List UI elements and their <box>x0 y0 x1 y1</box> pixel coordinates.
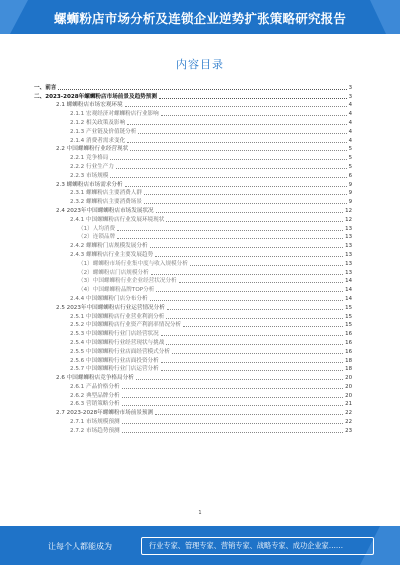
toc-entry-title: 2.2.2 行业生产力 <box>70 163 114 170</box>
toc-leader-dots <box>183 325 343 327</box>
toc-entry-title: 2.4 2023年中国螺蛳粉店市场发展状况 <box>56 207 154 214</box>
toc-entry-title: 2.2.3 市场规模 <box>70 172 109 179</box>
toc-entry-page: 5 <box>348 163 352 170</box>
toc-entry[interactable] <box>34 328 352 337</box>
toc-entry[interactable] <box>34 170 352 179</box>
toc-entry-title: 2.7.2 市场趋势预测 <box>70 427 120 434</box>
toc-leader-dots <box>190 264 343 266</box>
toc-entry[interactable] <box>34 179 352 188</box>
toc-entry-title: （4）中国螺蛳粉品牌TOP分析 <box>78 287 155 294</box>
toc-entry-page: 22 <box>345 419 352 426</box>
toc-leader-dots <box>116 167 347 169</box>
toc-entry-title: 2.3.2 螺蛳粉店主要消费场景 <box>70 199 142 206</box>
toc-entry-title: 一、前言 <box>34 84 57 91</box>
toc-entry[interactable] <box>34 205 352 214</box>
toc-entry-title: （2）连锁品牌 <box>78 234 116 241</box>
toc-entry-title: 2.3 螺蛳粉店市场需求分析 <box>56 181 123 188</box>
toc-entry[interactable] <box>34 82 352 91</box>
toc-entry-page: 3 <box>348 93 352 100</box>
toc-entry-page: 4 <box>348 102 352 109</box>
toc-entry-page: 4 <box>348 128 352 135</box>
toc-leader-dots <box>125 105 347 107</box>
toc-entry-page: 12 <box>345 216 352 223</box>
page-footer <box>0 526 400 565</box>
toc-leader-dots <box>166 317 343 319</box>
toc-entry-page: 18 <box>345 357 352 364</box>
toc-entry[interactable] <box>34 302 352 311</box>
toc-leader-dots <box>150 299 344 301</box>
toc-entry-title: 2.5.6 中国螺蛳粉行业店面投资分析 <box>70 357 159 364</box>
toc-entry-page: 13 <box>345 243 352 250</box>
page-number: 1 <box>198 510 202 516</box>
toc-leader-dots <box>144 193 347 195</box>
toc-entry[interactable] <box>34 223 352 232</box>
toc-entry-page: 4 <box>348 111 352 118</box>
toc-entry-title: 2.5.2 中国螺蛳粉店行业资产利润率情况分析 <box>70 322 182 329</box>
toc-entry-page: 16 <box>345 348 352 355</box>
toc-entry[interactable] <box>34 311 352 320</box>
toc-entry-page: 6 <box>348 172 352 179</box>
toc-entry-title: 2.1.2 相关政策及影响 <box>70 119 126 126</box>
toc-entry-title: 二、2023-2028年螺蛳粉店市场前景及趋势预测 <box>34 93 157 100</box>
toc-entry-page: 23 <box>345 427 352 434</box>
toc-entry-page: 22 <box>345 410 352 417</box>
toc-entry-title: 2.5.5 中国螺蛳粉行业店面经营模式分析 <box>70 348 170 355</box>
footer-slogan: 让每个人都能成为 <box>48 542 112 551</box>
toc-entry[interactable] <box>34 364 352 373</box>
toc-entry-page: 21 <box>345 401 352 408</box>
toc-entry[interactable] <box>34 399 352 408</box>
toc-entry[interactable] <box>34 144 352 153</box>
toc-leader-dots <box>151 273 343 275</box>
toc-entry-title: 2.6 中国螺蛳粉店竞争格局分析 <box>56 375 134 382</box>
toc-entry-page: 4 <box>348 137 352 144</box>
toc-leader-dots <box>122 431 344 433</box>
toc-leader-dots <box>166 343 343 345</box>
toc-entry-page: 9 <box>348 181 352 188</box>
toc-entry-page: 13 <box>345 225 352 232</box>
toc-leader-dots <box>156 211 344 213</box>
toc-entry-title: 2.1.4 消费者需求变化 <box>70 137 126 144</box>
toc-leader-dots <box>127 123 346 125</box>
toc-entry[interactable] <box>34 117 352 126</box>
toc-entry-page: 14 <box>345 278 352 285</box>
toc-entry-title: 2.5 2023年中国螺蛳粉店行业运营情况分析 <box>56 304 165 311</box>
toc-entry-page: 13 <box>345 251 352 258</box>
toc-leader-dots <box>172 352 343 354</box>
toc-leader-dots <box>166 220 343 222</box>
toc-leader-dots <box>130 149 346 151</box>
toc-entry-page: 15 <box>345 313 352 320</box>
toc-entry[interactable] <box>34 407 352 416</box>
toc-leader-dots <box>136 378 343 380</box>
toc-entry-title: 2.2 中国螺蛳粉行业经营现状 <box>56 146 129 153</box>
toc-entry[interactable] <box>34 381 352 390</box>
toc-leader-dots <box>122 404 344 406</box>
toc-leader-dots <box>58 88 346 90</box>
toc-entry[interactable] <box>34 267 352 276</box>
toc-leader-dots <box>155 255 343 257</box>
toc-entry[interactable] <box>34 100 352 109</box>
toc-entry-page: 9 <box>348 190 352 197</box>
toc-leader-dots <box>179 281 343 283</box>
toc-entry-page: 16 <box>345 339 352 346</box>
toc-entry-page: 20 <box>345 383 352 390</box>
toc-entry[interactable] <box>34 240 352 249</box>
toc-entry[interactable] <box>34 188 352 197</box>
toc-entry-title: （1）人均消费 <box>78 225 116 232</box>
toc-entry-page: 20 <box>345 392 352 399</box>
toc-leader-dots <box>161 361 343 363</box>
toc-entry[interactable] <box>34 249 352 258</box>
toc-entry-title: （1）螺蛳粉市场行业集中度与收入规模分析 <box>78 260 188 267</box>
toc-entry-page: 16 <box>345 331 352 338</box>
toc-entry[interactable] <box>34 258 352 267</box>
toc-entry-title: （2）螺蛳粉店门店规模分析 <box>78 269 149 276</box>
toc-entry-page: 18 <box>345 366 352 373</box>
toc-leader-dots <box>159 97 347 99</box>
toc-leader-dots <box>144 202 347 204</box>
toc-entry-page: 14 <box>345 295 352 302</box>
toc-entry-page: 15 <box>345 304 352 311</box>
toc-entry[interactable] <box>34 161 352 170</box>
toc-entry-page: 13 <box>345 269 352 276</box>
toc-entry-page: 5 <box>348 146 352 153</box>
toc-entry[interactable] <box>34 337 352 346</box>
toc-entry-title: 2.4.4 中国螺蛳粉门店分布分析 <box>70 295 148 302</box>
toc-entry-page: 13 <box>345 234 352 241</box>
toc-entry-title: 2.5.3 中国螺蛳粉行业门店经营状况 <box>70 331 159 338</box>
toc-entry[interactable] <box>34 232 352 241</box>
toc-entry-title: 2.5.4 中国螺蛳粉行业经营现状与挑战 <box>70 339 165 346</box>
report-title: 螺蛳粉店市场分析及连锁企业逆势扩张策略研究报告 <box>53 11 347 26</box>
toc-entry[interactable] <box>34 91 352 100</box>
toc-entry-page: 15 <box>345 322 352 329</box>
toc-leader-dots <box>110 176 346 178</box>
page-header <box>0 0 400 34</box>
toc-leader-dots <box>167 308 343 310</box>
toc-entry[interactable] <box>34 276 352 285</box>
toc-entry-title: 2.5.7 中国螺蛳粉行业门店运营分析 <box>70 366 159 373</box>
toc-leader-dots <box>138 132 346 134</box>
toc-entry[interactable] <box>34 425 352 434</box>
toc-leader-dots <box>155 413 343 415</box>
toc-entry[interactable] <box>34 135 352 144</box>
toc-leader-dots <box>125 185 347 187</box>
toc-entry[interactable] <box>34 126 352 135</box>
toc-entry[interactable] <box>34 416 352 425</box>
toc-entry-title: 2.6.2 典型品牌分析 <box>70 392 120 399</box>
toc-entry-title: 2.6.1 产品价格分析 <box>70 383 120 390</box>
toc-entry-title: 2.7.1 市场规模预测 <box>70 419 120 426</box>
toc-entry-page: 14 <box>345 287 352 294</box>
toc-entry[interactable] <box>34 293 352 302</box>
toc-entry-title: 2.7 2023-2028年螺蛳粉市场前景预测 <box>56 410 154 417</box>
toc-entry-title: 2.4.1 中国螺蛳粉店行业发展环境现状 <box>70 216 165 223</box>
toc-entry[interactable] <box>34 346 352 355</box>
toc-entry-title: 2.1.1 宏观经济对螺蛳粉店行业影响 <box>70 111 159 118</box>
table-of-contents <box>34 82 352 434</box>
toc-entry-title: 2.5.1 中国螺蛳粉店行业营业利润分析 <box>70 313 165 320</box>
toc-leader-dots <box>117 237 343 239</box>
toc-entry[interactable] <box>34 320 352 329</box>
toc-entry[interactable] <box>34 196 352 205</box>
toc-leader-dots <box>161 334 343 336</box>
toc-entry[interactable] <box>34 372 352 381</box>
toc-leader-dots <box>110 158 346 160</box>
toc-entry[interactable] <box>34 355 352 364</box>
toc-heading: 内容目录 <box>176 58 224 71</box>
toc-entry-page: 20 <box>345 375 352 382</box>
toc-entry[interactable] <box>34 214 352 223</box>
toc-entry-page: 4 <box>348 119 352 126</box>
toc-leader-dots <box>122 396 344 398</box>
footer-experts: 行业专家、管理专家、营销专家、战略专家、成功企业家…… <box>149 541 344 550</box>
toc-leader-dots <box>122 422 344 424</box>
toc-entry[interactable] <box>34 284 352 293</box>
toc-leader-dots <box>161 114 347 116</box>
toc-entry[interactable] <box>34 390 352 399</box>
toc-entry-page: 9 <box>348 199 352 206</box>
toc-entry-title: 2.4.3 螺蛳粉店行业主要发展趋势 <box>70 251 154 258</box>
toc-entry-page: 12 <box>345 207 352 214</box>
toc-entry-title: 2.3.1 螺蛳粉店主要消费人群 <box>70 190 142 197</box>
toc-entry[interactable] <box>34 108 352 117</box>
toc-entry-page: 13 <box>345 260 352 267</box>
toc-entry-title: 2.1.3 产业链及价值链分析 <box>70 128 137 135</box>
toc-entry-title: 2.6.3 营销策略分析 <box>70 401 120 408</box>
toc-entry-page: 5 <box>348 155 352 162</box>
toc-leader-dots <box>150 246 344 248</box>
toc-leader-dots <box>161 369 343 371</box>
toc-entry-title: （3）中国螺蛳粉行业企业经营状况分析 <box>78 278 177 285</box>
toc-entry[interactable] <box>34 152 352 161</box>
toc-leader-dots <box>117 229 343 231</box>
toc-entry-page: 3 <box>348 84 352 91</box>
toc-entry-title: 2.2.1 竞争格局 <box>70 155 109 162</box>
toc-leader-dots <box>127 141 346 143</box>
toc-entry-title: 2.4.2 螺蛳粉门店规模发展分析 <box>70 243 148 250</box>
toc-leader-dots <box>122 387 344 389</box>
toc-leader-dots <box>156 290 343 292</box>
toc-entry-title: 2.1 螺蛳粉店市场宏观环境 <box>56 102 123 109</box>
